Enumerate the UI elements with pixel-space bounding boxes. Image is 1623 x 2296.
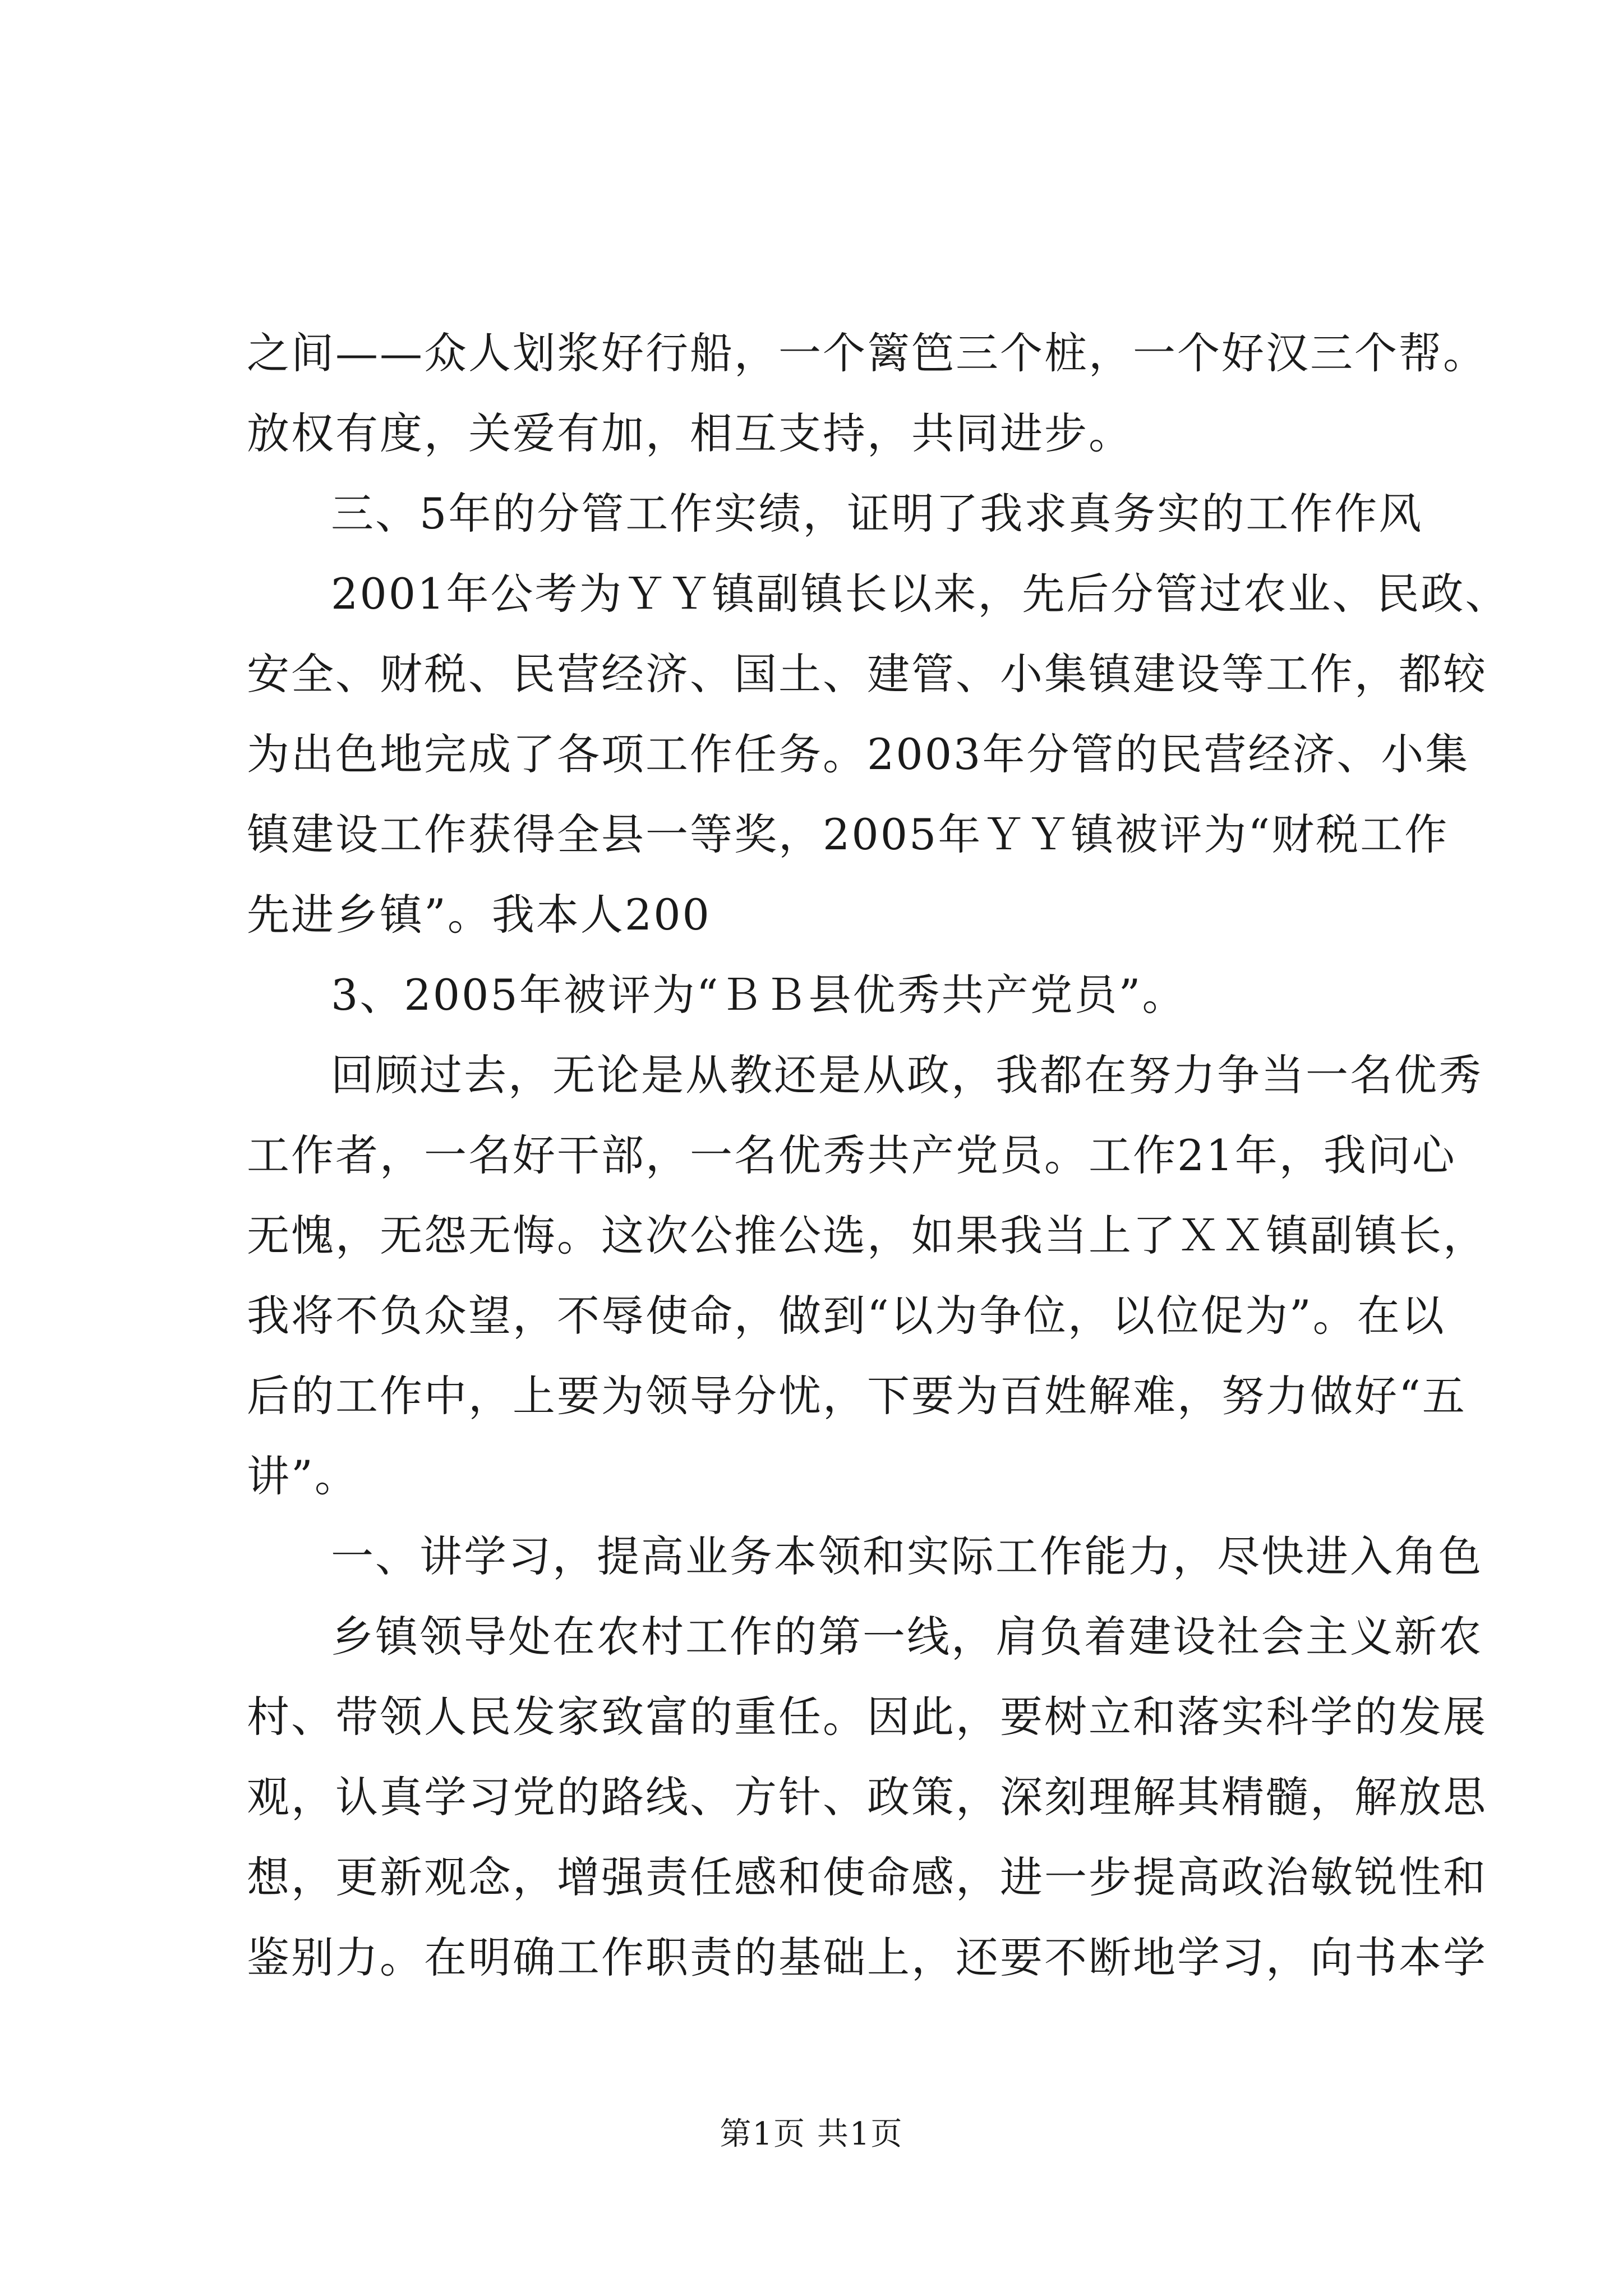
text-line-8: 先进乡镇”。我本人200 — [247, 890, 711, 940]
text-line-1: 之间——众人划浆好行船，一个篱笆三个桩，一个好汉三个帮。 — [247, 328, 1487, 378]
section-heading-three: 三、5年的分管工作实绩，证明了我求真务实的工作作风 — [331, 489, 1423, 539]
text-line-2: 放权有度，关爱有加，相互支持，共同进步。 — [247, 408, 1133, 458]
text-line-19: 观，认真学习党的路线、方针、政策，深刻理解其精髓，解放思 — [247, 1772, 1487, 1822]
text-line-21: 鉴别力。在明确工作职责的基础上，还要不断地学习，向书本学 — [247, 1932, 1487, 1982]
page-number-footer: 第1页 共1页 — [720, 2116, 903, 2152]
section-heading-one: 一、讲学习，提高业务本领和实际工作能力，尽快进入角色 — [331, 1531, 1483, 1581]
text-line-13: 我将不负众望，不辱使命，做到“以为争位，以位促为”。在以 — [247, 1291, 1446, 1341]
text-line-10: 回顾过去，无论是从教还是从政，我都在努力争当一名优秀 — [331, 1050, 1483, 1100]
text-line-6: 为出色地完成了各项工作任务。2003年分管的民营经济、小集 — [247, 729, 1470, 779]
text-line-11: 工作者，一名好干部，一名优秀共产党员。工作21年，我问心 — [247, 1130, 1456, 1180]
text-line-17: 乡镇领导处在农村工作的第一线，肩负着建设社会主义新农 — [331, 1612, 1483, 1662]
text-line-20: 想，更新观念，增强责任感和使命感，进一步提高政治敏锐性和 — [247, 1852, 1487, 1902]
text-line-9: 3、2005年被评为“ＢＢ县优秀共产党员”。 — [331, 970, 1187, 1020]
text-line-4: 2001年公考为ＹＹ镇副镇长以来，先后分管过农业、民政、 — [331, 569, 1510, 619]
text-line-5: 安全、财税、民营经济、国土、建管、小集镇建设等工作，都较 — [247, 649, 1487, 699]
text-line-7: 镇建设工作获得全县一等奖，2005年ＹＹ镇被评为“财税工作 — [247, 809, 1449, 859]
text-line-18: 村、带领人民发家致富的重任。因此，要树立和落实科学的发展 — [247, 1692, 1487, 1742]
text-line-14: 后的工作中，上要为领导分忧，下要为百姓解难，努力做好“五 — [247, 1371, 1467, 1421]
text-line-12: 无愧，无怨无悔。这次公推公选，如果我当上了ＸＸ镇副镇长， — [247, 1211, 1487, 1260]
text-line-15: 讲”。 — [247, 1451, 359, 1501]
